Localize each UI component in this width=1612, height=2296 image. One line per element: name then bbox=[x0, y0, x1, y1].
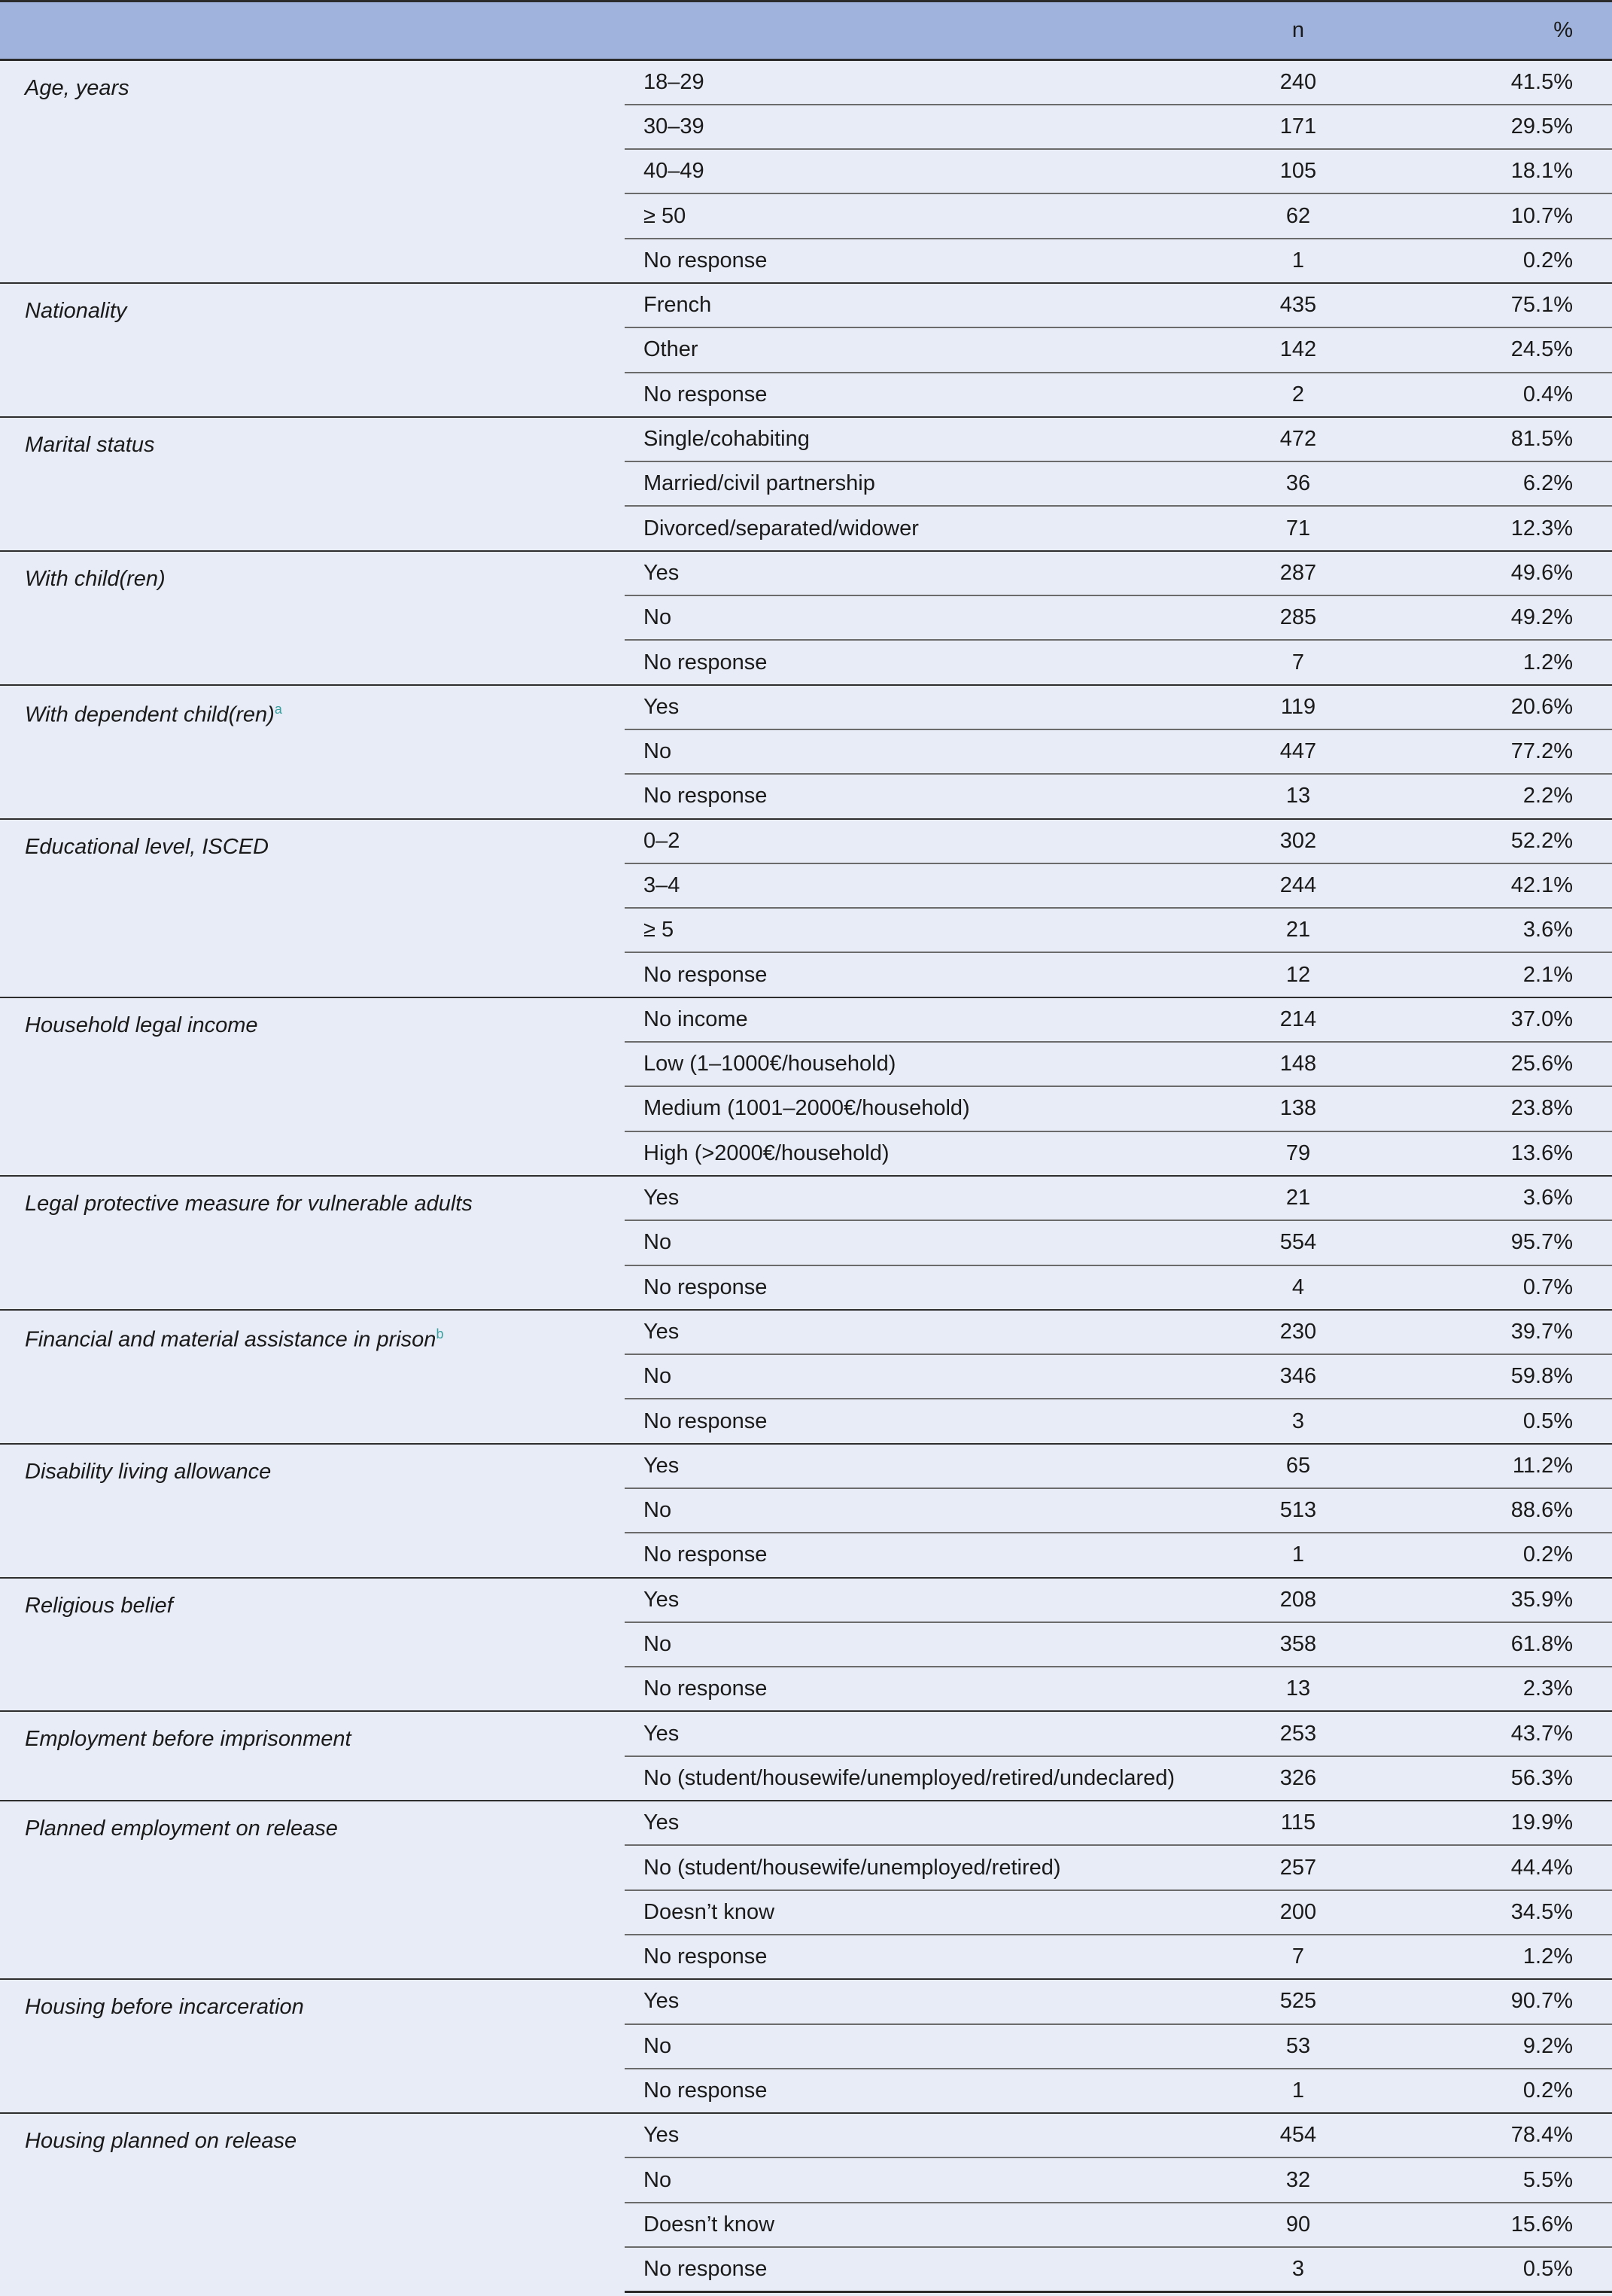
row-category bbox=[0, 1310, 625, 1444]
row-label: No bbox=[625, 729, 1227, 774]
row-percent: 24.5% bbox=[1370, 327, 1612, 372]
row-percent: 25.6% bbox=[1370, 1042, 1612, 1086]
row-category bbox=[0, 1801, 625, 1979]
category-label: Housing before incarceration bbox=[25, 1995, 304, 2020]
row-category bbox=[0, 60, 625, 283]
row-label: Yes bbox=[625, 1176, 1227, 1220]
category-label: With child(ren) bbox=[25, 566, 166, 591]
row-percent: 3.6% bbox=[1370, 1176, 1612, 1220]
row-category bbox=[0, 1578, 625, 1712]
row-n: 12 bbox=[1227, 952, 1370, 997]
header-row bbox=[0, 2, 1612, 60]
row-n: 554 bbox=[1227, 1220, 1370, 1265]
table-row bbox=[0, 283, 1612, 327]
row-label: No response bbox=[625, 1935, 1227, 1979]
row-label: No response bbox=[625, 640, 1227, 684]
row-n: 287 bbox=[1227, 551, 1370, 595]
row-label: Low (1–1000€/household) bbox=[625, 1042, 1227, 1086]
row-label: No bbox=[625, 1220, 1227, 1265]
row-n: 79 bbox=[1227, 1131, 1370, 1176]
table-row bbox=[0, 1979, 1612, 2023]
row-category bbox=[0, 685, 625, 819]
row-label: No income bbox=[625, 997, 1227, 1042]
row-percent: 88.6% bbox=[1370, 1488, 1612, 1533]
category-label: Religious belief bbox=[25, 1593, 173, 1618]
category-label: Disability living allowance bbox=[25, 1459, 272, 1484]
row-category bbox=[0, 1176, 625, 1310]
row-label: No bbox=[625, 595, 1227, 640]
row-label: Yes bbox=[625, 1578, 1227, 1622]
row-n: 200 bbox=[1227, 1890, 1370, 1935]
row-label: No (student/housewife/unemployed/retired) bbox=[625, 1845, 1227, 1889]
row-percent: 52.2% bbox=[1370, 819, 1612, 863]
row-label: No response bbox=[625, 373, 1227, 417]
row-percent: 59.8% bbox=[1370, 1354, 1612, 1399]
row-label: No response bbox=[625, 1265, 1227, 1310]
row-n: 142 bbox=[1227, 327, 1370, 372]
row-n: 346 bbox=[1227, 1354, 1370, 1399]
row-n: 32 bbox=[1227, 2157, 1370, 2202]
row-percent: 1.2% bbox=[1370, 640, 1612, 684]
row-n: 1 bbox=[1227, 2069, 1370, 2113]
table-row bbox=[0, 685, 1612, 729]
row-label: ≥ 5 bbox=[625, 908, 1227, 952]
row-label: No response bbox=[625, 1399, 1227, 1443]
row-label: No bbox=[625, 1488, 1227, 1533]
row-n: 208 bbox=[1227, 1578, 1370, 1622]
row-percent: 56.3% bbox=[1370, 1756, 1612, 1801]
row-label: No bbox=[625, 1354, 1227, 1399]
category-label: With dependent child(ren) bbox=[25, 702, 275, 727]
row-label: 18–29 bbox=[625, 60, 1227, 105]
row-percent: 49.6% bbox=[1370, 551, 1612, 595]
row-percent: 39.7% bbox=[1370, 1310, 1612, 1354]
row-category bbox=[0, 417, 625, 551]
row-percent: 2.3% bbox=[1370, 1667, 1612, 1711]
row-n: 3 bbox=[1227, 1399, 1370, 1443]
row-n: 240 bbox=[1227, 60, 1370, 105]
row-n: 358 bbox=[1227, 1622, 1370, 1667]
row-percent: 29.5% bbox=[1370, 105, 1612, 149]
row-percent: 18.1% bbox=[1370, 149, 1612, 193]
table-body bbox=[0, 60, 1612, 2292]
row-percent: 0.7% bbox=[1370, 1265, 1612, 1310]
row-percent: 77.2% bbox=[1370, 729, 1612, 774]
row-label: Other bbox=[625, 327, 1227, 372]
table-row bbox=[0, 997, 1612, 1042]
row-n: 1 bbox=[1227, 239, 1370, 283]
row-label: No response bbox=[625, 1667, 1227, 1711]
row-percent: 78.4% bbox=[1370, 2113, 1612, 2157]
row-label: No response bbox=[625, 774, 1227, 818]
row-n: 525 bbox=[1227, 1979, 1370, 2023]
footnote-marker: b bbox=[436, 1326, 444, 1341]
table-header bbox=[0, 2, 1612, 60]
row-label: ≥ 50 bbox=[625, 193, 1227, 238]
row-n: 105 bbox=[1227, 149, 1370, 193]
table-row bbox=[0, 819, 1612, 863]
row-category bbox=[0, 283, 625, 417]
row-label: High (>2000€/household) bbox=[625, 1131, 1227, 1176]
table-row bbox=[0, 1711, 1612, 1755]
row-label: French bbox=[625, 283, 1227, 327]
category-label: Marital status bbox=[25, 432, 155, 457]
row-n: 1 bbox=[1227, 1533, 1370, 1577]
row-n: 326 bbox=[1227, 1756, 1370, 1801]
table-row bbox=[0, 417, 1612, 461]
row-n: 447 bbox=[1227, 729, 1370, 774]
row-label: No bbox=[625, 1622, 1227, 1667]
row-category bbox=[0, 997, 625, 1176]
row-percent: 12.3% bbox=[1370, 506, 1612, 550]
table-row bbox=[0, 1578, 1612, 1622]
row-label: Yes bbox=[625, 685, 1227, 729]
row-percent: 2.1% bbox=[1370, 952, 1612, 997]
row-label: No response bbox=[625, 239, 1227, 283]
row-percent: 20.6% bbox=[1370, 685, 1612, 729]
row-label: Doesn’t know bbox=[625, 1890, 1227, 1935]
row-label: Yes bbox=[625, 1444, 1227, 1488]
row-n: 53 bbox=[1227, 2024, 1370, 2069]
category-label: Legal protective measure for vulnerable adults bbox=[25, 1191, 473, 1216]
header-category bbox=[0, 2, 625, 60]
row-label: No response bbox=[625, 952, 1227, 997]
row-label: Yes bbox=[625, 1310, 1227, 1354]
category-label: Financial and material assistance in prison bbox=[25, 1327, 436, 1352]
row-n: 62 bbox=[1227, 193, 1370, 238]
row-percent: 41.5% bbox=[1370, 60, 1612, 105]
table-row bbox=[0, 2113, 1612, 2157]
row-category bbox=[0, 1711, 625, 1801]
row-percent: 75.1% bbox=[1370, 283, 1612, 327]
row-n: 454 bbox=[1227, 2113, 1370, 2157]
row-percent: 0.2% bbox=[1370, 239, 1612, 283]
row-percent: 90.7% bbox=[1370, 1979, 1612, 2023]
row-category bbox=[0, 551, 625, 685]
row-label: Married/civil partnership bbox=[625, 461, 1227, 506]
row-percent: 43.7% bbox=[1370, 1711, 1612, 1755]
category-label: Educational level, ISCED bbox=[25, 834, 269, 859]
row-percent: 11.2% bbox=[1370, 1444, 1612, 1488]
row-percent: 10.7% bbox=[1370, 193, 1612, 238]
row-n: 4 bbox=[1227, 1265, 1370, 1310]
row-n: 21 bbox=[1227, 1176, 1370, 1220]
row-category bbox=[0, 1444, 625, 1578]
row-label: Yes bbox=[625, 2113, 1227, 2157]
table-row bbox=[0, 551, 1612, 595]
row-n: 21 bbox=[1227, 908, 1370, 952]
row-label: No response bbox=[625, 2247, 1227, 2291]
row-n: 513 bbox=[1227, 1488, 1370, 1533]
row-n: 244 bbox=[1227, 863, 1370, 908]
row-label: 3–4 bbox=[625, 863, 1227, 908]
row-percent: 15.6% bbox=[1370, 2203, 1612, 2247]
table-row bbox=[0, 1444, 1612, 1488]
row-percent: 19.9% bbox=[1370, 1801, 1612, 1845]
row-n: 3 bbox=[1227, 2247, 1370, 2291]
category-label: Household legal income bbox=[25, 1012, 258, 1037]
header-percent: % bbox=[1370, 2, 1612, 60]
row-n: 435 bbox=[1227, 283, 1370, 327]
category-label: Employment before imprisonment bbox=[25, 1727, 351, 1752]
table-row bbox=[0, 1801, 1612, 1845]
row-n: 7 bbox=[1227, 640, 1370, 684]
row-label: No bbox=[625, 2157, 1227, 2202]
row-percent: 61.8% bbox=[1370, 1622, 1612, 1667]
row-label: Yes bbox=[625, 1801, 1227, 1845]
table-row bbox=[0, 1310, 1612, 1354]
row-percent: 0.2% bbox=[1370, 1533, 1612, 1577]
row-percent: 9.2% bbox=[1370, 2024, 1612, 2069]
row-n: 253 bbox=[1227, 1711, 1370, 1755]
footnote-marker: a bbox=[274, 701, 282, 717]
category-label: Age, years bbox=[25, 76, 129, 100]
row-label: Divorced/separated/widower bbox=[625, 506, 1227, 550]
row-label: No bbox=[625, 2024, 1227, 2069]
row-percent: 0.4% bbox=[1370, 373, 1612, 417]
header-label bbox=[625, 2, 1227, 60]
row-n: 13 bbox=[1227, 774, 1370, 818]
row-label: Yes bbox=[625, 1979, 1227, 2023]
row-label: No (student/housewife/unemployed/retired/undeclared) bbox=[625, 1756, 1227, 1801]
row-n: 90 bbox=[1227, 2203, 1370, 2247]
row-percent: 13.6% bbox=[1370, 1131, 1612, 1176]
row-percent: 6.2% bbox=[1370, 461, 1612, 506]
row-n: 71 bbox=[1227, 506, 1370, 550]
row-n: 2 bbox=[1227, 373, 1370, 417]
category-label: Nationality bbox=[25, 298, 127, 323]
row-n: 257 bbox=[1227, 1845, 1370, 1889]
row-label: 40–49 bbox=[625, 149, 1227, 193]
header-n: n bbox=[1227, 2, 1370, 60]
row-label: Doesn’t know bbox=[625, 2203, 1227, 2247]
category-label: Planned employment on release bbox=[25, 1816, 338, 1841]
row-percent: 1.2% bbox=[1370, 1935, 1612, 1979]
row-n: 285 bbox=[1227, 595, 1370, 640]
row-percent: 35.9% bbox=[1370, 1578, 1612, 1622]
row-label: Medium (1001–2000€/household) bbox=[625, 1086, 1227, 1131]
row-category bbox=[0, 2113, 625, 2291]
row-percent: 44.4% bbox=[1370, 1845, 1612, 1889]
table-row bbox=[0, 60, 1612, 105]
row-label: Single/cohabiting bbox=[625, 417, 1227, 461]
row-n: 115 bbox=[1227, 1801, 1370, 1845]
row-percent: 34.5% bbox=[1370, 1890, 1612, 1935]
row-n: 214 bbox=[1227, 997, 1370, 1042]
row-n: 36 bbox=[1227, 461, 1370, 506]
table-row bbox=[0, 1176, 1612, 1220]
row-percent: 42.1% bbox=[1370, 863, 1612, 908]
row-n: 472 bbox=[1227, 417, 1370, 461]
row-n: 7 bbox=[1227, 1935, 1370, 1979]
row-label: 0–2 bbox=[625, 819, 1227, 863]
row-percent: 2.2% bbox=[1370, 774, 1612, 818]
row-percent: 37.0% bbox=[1370, 997, 1612, 1042]
row-category bbox=[0, 1979, 625, 2113]
row-n: 119 bbox=[1227, 685, 1370, 729]
row-percent: 0.2% bbox=[1370, 2069, 1612, 2113]
row-label: Yes bbox=[625, 1711, 1227, 1755]
row-label: No response bbox=[625, 1533, 1227, 1577]
row-percent: 3.6% bbox=[1370, 908, 1612, 952]
row-label: No response bbox=[625, 2069, 1227, 2113]
row-percent: 81.5% bbox=[1370, 417, 1612, 461]
row-n: 65 bbox=[1227, 1444, 1370, 1488]
row-n: 148 bbox=[1227, 1042, 1370, 1086]
row-percent: 23.8% bbox=[1370, 1086, 1612, 1131]
row-percent: 0.5% bbox=[1370, 1399, 1612, 1443]
category-label: Housing planned on release bbox=[25, 2129, 297, 2154]
row-percent: 49.2% bbox=[1370, 595, 1612, 640]
row-label: Yes bbox=[625, 551, 1227, 595]
row-n: 13 bbox=[1227, 1667, 1370, 1711]
row-percent: 0.5% bbox=[1370, 2247, 1612, 2291]
row-percent: 95.7% bbox=[1370, 1220, 1612, 1265]
row-n: 171 bbox=[1227, 105, 1370, 149]
row-n: 230 bbox=[1227, 1310, 1370, 1354]
row-percent: 5.5% bbox=[1370, 2157, 1612, 2202]
row-category bbox=[0, 819, 625, 997]
row-n: 138 bbox=[1227, 1086, 1370, 1131]
row-n: 302 bbox=[1227, 819, 1370, 863]
row-label: 30–39 bbox=[625, 105, 1227, 149]
